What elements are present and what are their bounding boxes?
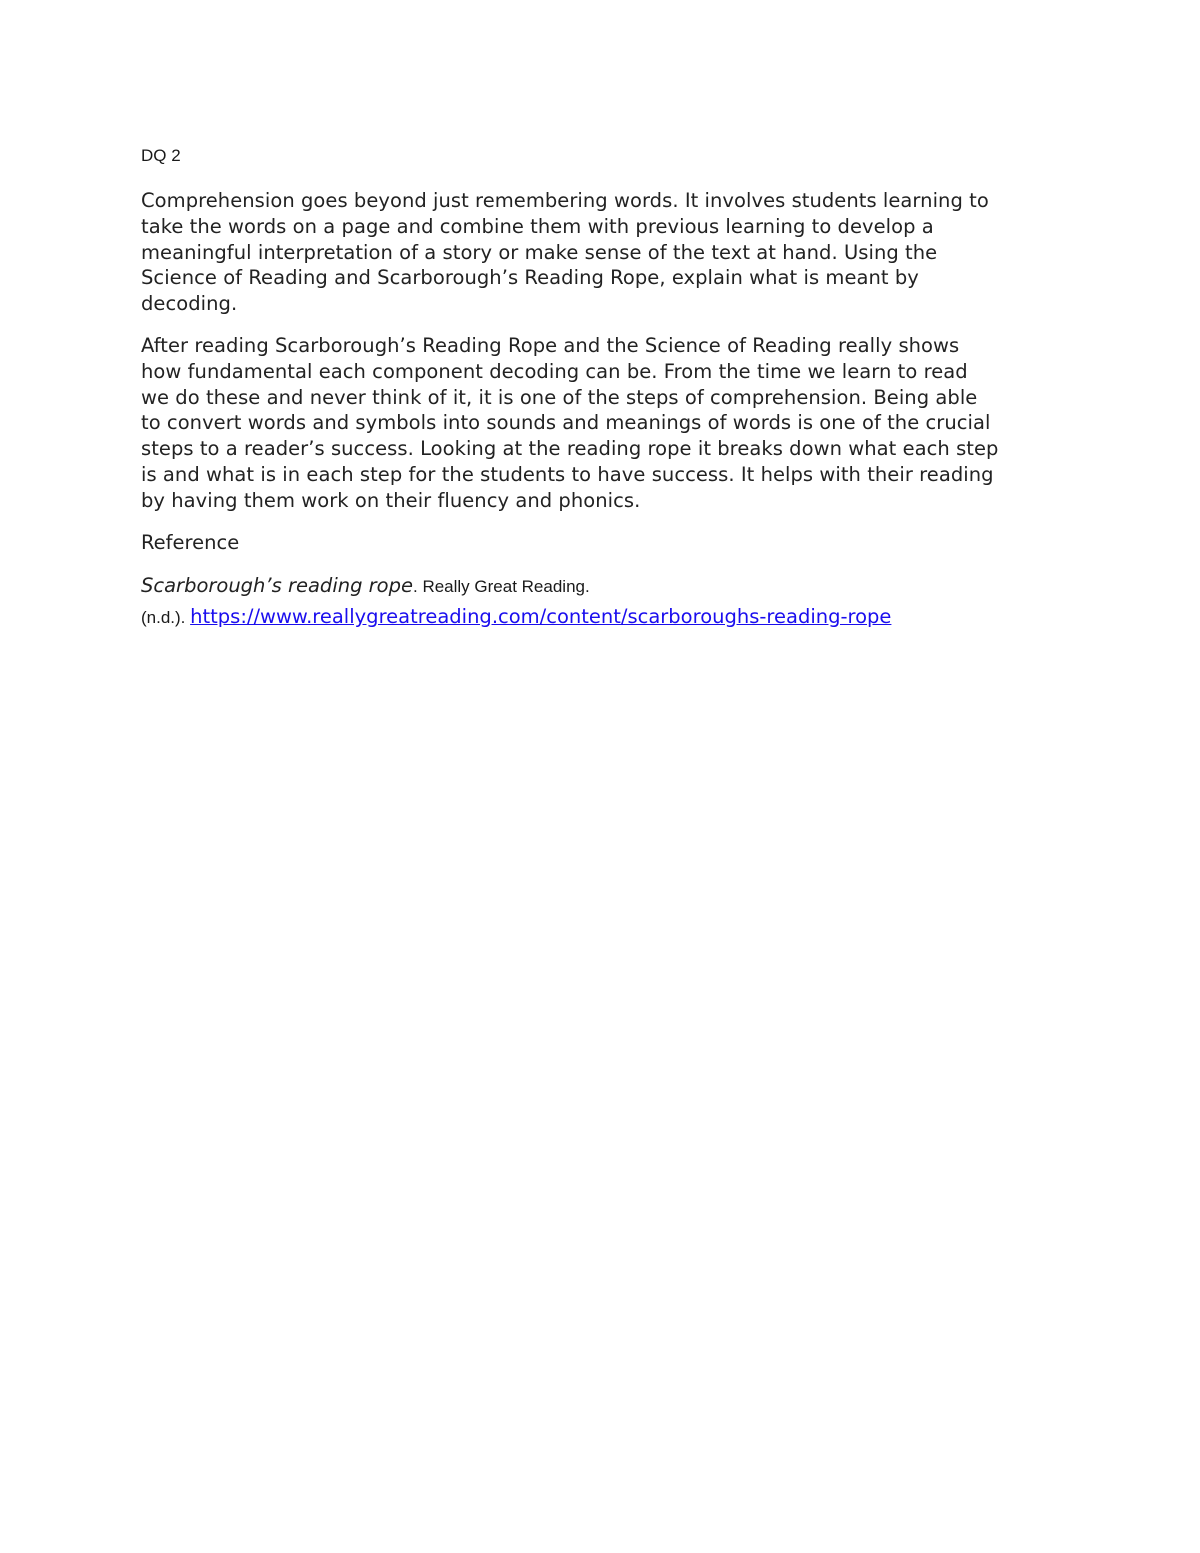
citation-date: (n.d.). bbox=[141, 608, 191, 628]
paragraph-answer bbox=[141, 333, 1061, 514]
paragraph-line: is and what is in each step for the students to have success. It helps with their reading bbox=[141, 462, 994, 486]
paragraph-line: to convert words and symbols into sounds and meanings of words is one of the crucial bbox=[141, 411, 991, 435]
paragraph-line: we do these and never think of it, it is one of the steps of comprehension. Being able bbox=[141, 385, 978, 409]
citation-link[interactable]: https://www.reallygreatreading.com/content/scarboroughs-reading-rope bbox=[190, 605, 892, 629]
reference-citation bbox=[141, 571, 1061, 633]
citation-row-title bbox=[141, 571, 1061, 602]
reference-heading: Reference bbox=[141, 530, 240, 554]
paragraph-line: steps to a reader’s success. Looking at the reading rope it breaks down what each step bbox=[141, 437, 999, 461]
document-heading: DQ 2 bbox=[141, 146, 181, 165]
paragraph-line: how fundamental each component decoding can be. From the time we learn to read bbox=[141, 359, 968, 383]
paragraph-question bbox=[141, 188, 1061, 317]
paragraph-line: by having them work on their fluency and phonics. bbox=[141, 488, 641, 512]
paragraph-line: After reading Scarborough’s Reading Rope and the Science of Reading really shows bbox=[141, 333, 960, 357]
paragraph-line: Comprehension goes beyond just remembering words. It involves students learning to bbox=[141, 189, 989, 212]
document-content bbox=[141, 144, 1061, 633]
citation-row-link bbox=[141, 602, 1061, 633]
citation-title: Scarborough’s reading rope bbox=[141, 574, 413, 598]
paragraph-line: meaningful interpretation of a story or make sense of the text at hand. Using the bbox=[141, 240, 938, 264]
citation-publisher: . Really Great Reading. bbox=[413, 577, 590, 597]
paragraph-line: decoding. bbox=[141, 292, 238, 316]
paragraph-line: Science of Reading and Scarborough’s Reading Rope, explain what is meant by bbox=[141, 266, 919, 290]
paragraph-line: take the words on a page and combine them with previous learning to develop a bbox=[141, 214, 934, 238]
